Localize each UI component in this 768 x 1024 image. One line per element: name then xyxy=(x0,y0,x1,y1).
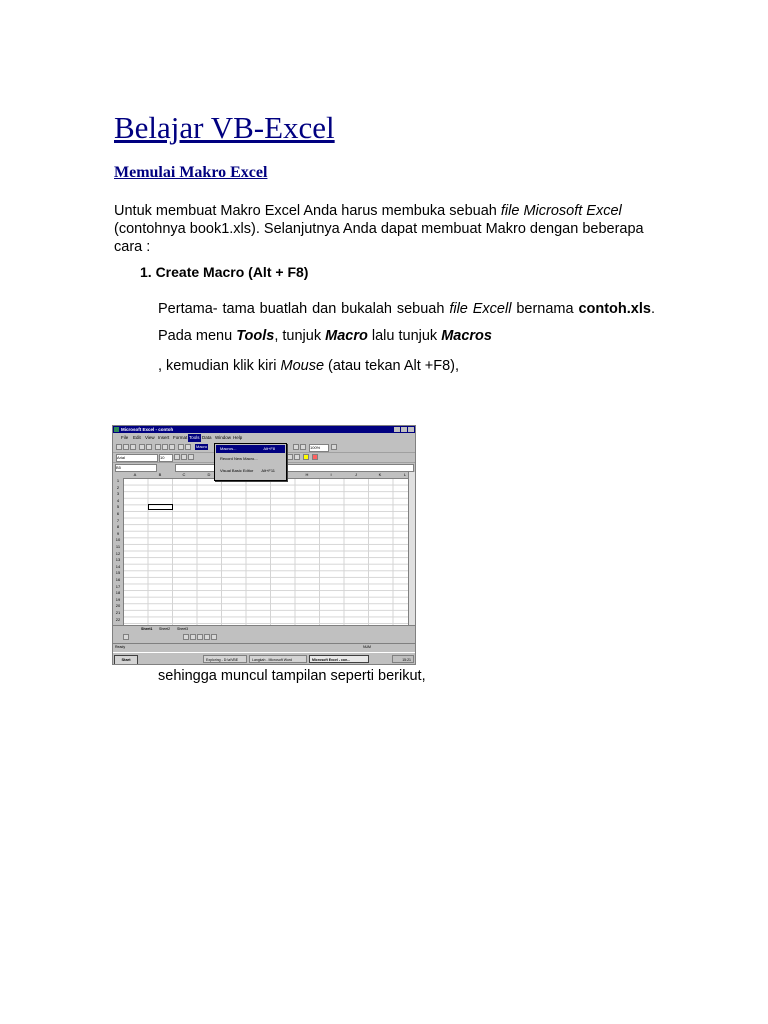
column-header: H xyxy=(305,472,309,477)
row-header: 1 xyxy=(116,478,120,483)
sheet-tabs xyxy=(113,625,415,633)
start-button: Start xyxy=(114,655,138,665)
p1-tools: Tools xyxy=(236,328,275,344)
drawing-icon xyxy=(300,444,306,450)
row-header: 5 xyxy=(116,504,120,510)
list-item-create-macro: 1. Create Macro (Alt + F8) xyxy=(140,264,309,280)
continuation-paragraph xyxy=(158,358,459,374)
italic-icon xyxy=(181,454,187,460)
fill-color-icon xyxy=(303,454,309,460)
menu-help: Help xyxy=(233,435,243,440)
paste-icon xyxy=(169,444,175,450)
row-header: 12 xyxy=(115,550,121,556)
row-header: 2 xyxy=(116,484,120,490)
preview-icon xyxy=(146,444,152,450)
minimize-icon xyxy=(394,427,400,432)
column-header: A xyxy=(133,472,137,477)
arrow-icon xyxy=(190,634,196,640)
p2-italic: Mouse xyxy=(280,358,325,374)
row-header: 13 xyxy=(115,557,121,563)
new-icon xyxy=(116,444,122,450)
save-icon xyxy=(130,444,136,450)
borders-icon xyxy=(294,454,300,460)
column-header: I xyxy=(330,472,332,477)
row-header: 9 xyxy=(116,530,120,536)
p1-text-3: . Pada menu xyxy=(158,301,655,344)
window-titlebar xyxy=(113,426,415,433)
help-icon xyxy=(331,444,337,450)
excel-screenshot xyxy=(112,425,416,665)
p1-text-5: lalu tunjuk xyxy=(367,328,442,344)
undo-icon xyxy=(178,444,184,450)
p1-italic: file Excell xyxy=(449,301,512,317)
excel-icon xyxy=(114,427,119,432)
taskbar-item-word: Langkah - Microsoft Word xyxy=(249,655,307,663)
row-header: 19 xyxy=(115,596,121,602)
status-bar xyxy=(113,643,415,651)
redo-icon xyxy=(185,444,191,450)
menu-item-record-macro xyxy=(216,455,285,463)
row-headers xyxy=(113,478,124,625)
chart-icon xyxy=(293,444,299,450)
select-objects-icon xyxy=(123,634,129,640)
row-header: 21 xyxy=(115,610,121,615)
tab-sheet2: Sheet2 xyxy=(159,627,171,631)
p2-text-2: (atau tekan Alt +F8), xyxy=(324,358,460,374)
menu-file: File xyxy=(121,435,129,440)
p1-macros: Macros xyxy=(441,328,492,344)
row-header: 14 xyxy=(115,563,121,569)
zoom-box: 100% xyxy=(309,444,329,452)
tab-sheet1: Sheet1 xyxy=(141,627,153,631)
row-header: 22 xyxy=(115,616,121,622)
bold-icon xyxy=(174,454,180,460)
menu-item-vb-editor xyxy=(216,467,285,475)
drawing-toolbar xyxy=(113,633,415,642)
p1-text-4: , tunjuk xyxy=(274,328,326,344)
column-header: C xyxy=(182,472,186,477)
row-header: 6 xyxy=(116,511,120,516)
intro-italic: file Microsoft Excel xyxy=(500,203,622,219)
taskbar-item-excel: Microsoft Excel - con... xyxy=(309,655,369,663)
menu-item-macros xyxy=(216,445,285,453)
row-header: 15 xyxy=(115,570,121,576)
menu-data: Data xyxy=(202,435,212,440)
font-color-icon xyxy=(312,454,318,460)
menu-insert: Insert xyxy=(158,435,170,440)
menu-view: View xyxy=(145,435,155,440)
menu-format: Format xyxy=(173,435,188,440)
row-header: 7 xyxy=(116,517,120,523)
row-header: 18 xyxy=(115,590,121,596)
p1-bold-filename: contoh.xls xyxy=(578,301,651,317)
menu-item-label: Visual Basic Editor xyxy=(220,468,254,473)
menu-edit: Edit xyxy=(133,435,141,440)
menu-item-label: Record New Macro... xyxy=(220,456,258,461)
intro-paragraph xyxy=(114,202,654,256)
instruction-paragraph xyxy=(158,296,655,350)
menu-item-accelerator: Alt+F8 xyxy=(263,446,275,451)
column-header: B xyxy=(158,472,162,477)
p2-text-1: , kemudian klik kiri xyxy=(158,358,281,374)
row-header: 10 xyxy=(115,537,121,543)
line-icon xyxy=(183,634,189,640)
taskbar-clock: 15:21 xyxy=(392,655,414,663)
menu-bar xyxy=(113,434,415,442)
formula-input xyxy=(175,464,414,472)
p1-text-2: bernama xyxy=(511,301,579,317)
close-icon xyxy=(408,427,414,432)
indent-icon xyxy=(287,454,293,460)
row-header: 11 xyxy=(115,544,121,549)
p1-macro: Macro xyxy=(325,328,368,344)
row-header: 16 xyxy=(115,577,121,582)
textbox-icon xyxy=(211,634,217,640)
underline-icon xyxy=(188,454,194,460)
page-title: Belajar VB-Excel xyxy=(114,110,335,145)
intro-text-1: Untuk membuat Makro Excel Anda harus membuka sebuah xyxy=(114,203,501,219)
cut-icon xyxy=(155,444,161,450)
menu-item-accelerator: Alt+F11 xyxy=(261,468,275,473)
row-header: 8 xyxy=(116,524,120,530)
macro-button: Macro xyxy=(196,444,208,449)
menu-tools: Tools xyxy=(189,435,200,440)
intro-text-2: (contohnya book1.xls). Selanjutnya Anda dapat membuat Makro dengan beberapa cara : xyxy=(114,221,644,255)
name-box: B5 xyxy=(115,464,157,472)
status-right: NUM xyxy=(363,645,371,649)
tab-sheet3: Sheet3 xyxy=(177,627,189,631)
macro-submenu xyxy=(214,443,287,481)
selected-cell xyxy=(148,504,173,510)
menu-item-label: Macros... xyxy=(220,446,237,451)
row-header: 4 xyxy=(116,497,120,503)
column-header: L xyxy=(403,472,407,477)
windows-taskbar xyxy=(113,652,415,665)
print-icon xyxy=(139,444,145,450)
column-header: K xyxy=(378,472,382,477)
window-controls xyxy=(393,427,414,432)
oval-icon xyxy=(204,634,210,640)
status-left: Ready xyxy=(115,645,126,649)
closing-paragraph: sehingga muncul tampilan seperti berikut, xyxy=(158,668,426,684)
column-header: J xyxy=(355,472,357,477)
row-header: 3 xyxy=(116,491,120,497)
menu-window: Window xyxy=(215,435,232,440)
open-icon xyxy=(123,444,129,450)
font-size-box: 10 xyxy=(159,454,173,462)
worksheet-grid xyxy=(113,472,415,625)
vertical-scrollbar xyxy=(408,472,415,625)
window-title: Microsoft Excel - contoh xyxy=(121,427,174,432)
section-heading: Memulai Makro Excel xyxy=(114,164,268,181)
rectangle-icon xyxy=(197,634,203,640)
row-header: 17 xyxy=(115,583,121,589)
taskbar-item-explorer: Exploring - D:\a\VBE xyxy=(203,655,247,663)
font-name-box: Arial xyxy=(116,454,158,462)
column-header: D xyxy=(207,472,211,477)
maximize-icon xyxy=(401,427,407,432)
copy-icon xyxy=(162,444,168,450)
p1-text-1: Pertama- tama buatlah dan bukalah sebuah xyxy=(158,301,450,317)
row-header: 20 xyxy=(115,603,121,609)
